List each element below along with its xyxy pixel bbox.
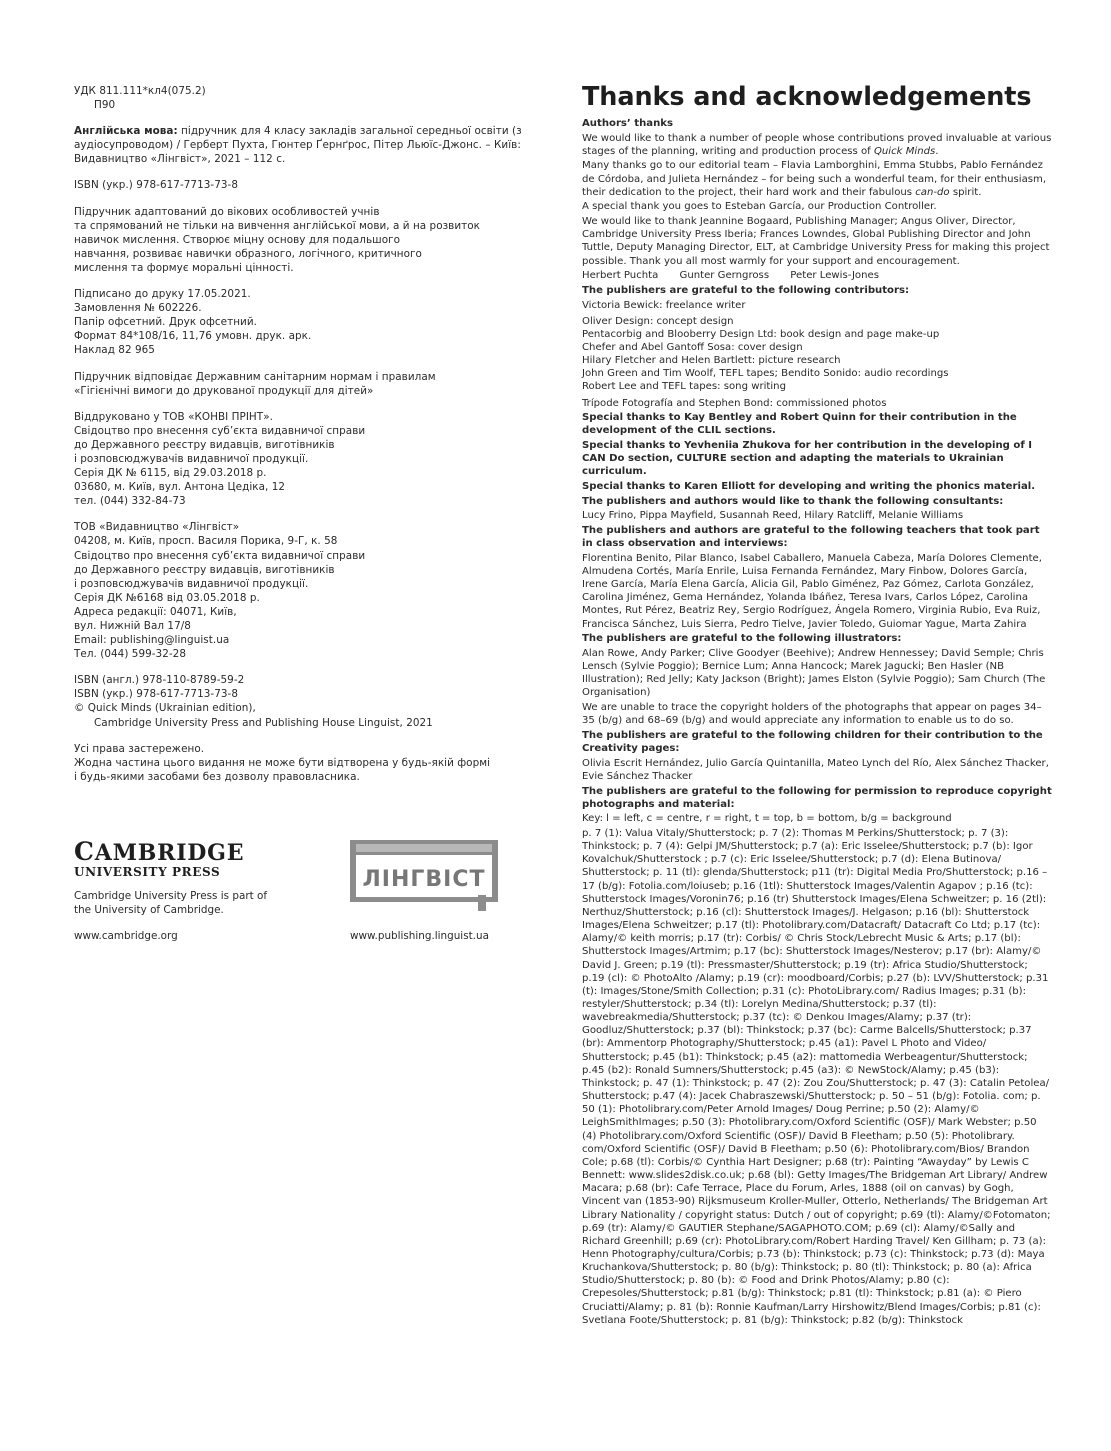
p2-end: spirit. [949, 186, 982, 198]
publisher-line: Адреса редакції: 04071, Київ, [74, 605, 237, 618]
contributors-list [582, 315, 1052, 394]
publisher-line: Серія ДК №6168 від 03.05.2018 р. [74, 591, 260, 604]
description-line: та спрямований не тільки на вивчення англійської мови, а й на розвиток [74, 219, 480, 232]
contributor-line: John Green and Tim Woolf, TEFL tapes; Bendito Sonido: audio recordings [582, 368, 949, 380]
publisher-line: вул. Нижній Вал 17/8 [74, 620, 191, 632]
isbn-top: ISBN (укр.) 978-617-7713-73-8 [74, 179, 238, 192]
illustrators-heading: The publishers are grateful to the following illustrators: [582, 633, 902, 645]
authors-thanks-p3: A special thank you goes to Esteban García, our Production Controller. [582, 201, 937, 213]
page-title: Thanks and acknowledgements [582, 82, 1032, 112]
book-title-rest: підручник для 4 класу закладів загальної середньої освіти (з аудіосупроводом) / Герберт Пухта, Гюнтер Ґернґрос, Пітер Льюїс-Джонс. – Київ: Видавництво «Лінгвіст», 2021 – 112 с. [74, 125, 522, 166]
book-title: Англійська мова: [74, 125, 178, 138]
cambridge-logo [74, 837, 245, 879]
cambridge-wordmark [74, 837, 245, 866]
cambridge-note [74, 890, 267, 917]
author-name: Herbert Puchta [582, 270, 659, 282]
contributor-line: Hilary Fletcher and Helen Bartlett: picture research [582, 355, 841, 367]
teachers-list: Florentina Benito, Pilar Blanco, Isabel Caballero, Manuela Cabeza, María Dolores Clemente, Almudena Cortés, María Enrile, Luisa Fernanda Fernández, Mary Finbow, Dolores García, Irene García, María Elena García, Alicia Gil, Pablo Giménez, Paz Gómez, Carlota González, Carolina Jiménez, Gema Hernández, Yolanda Ibáñez, Teresa Ivars, Carlos López, Carolina Montes, Rut Pérez, Beatriz Rey, Sergio Rodríguez, Ángela Romero, Virginia Rubio, Eva Ruiz, Francisca Sánchez, Luis Sierra, Pedro Tielve, Javier Toledo, Guiomar Yague, Marta Zahira [582, 552, 1042, 630]
printer-line: Свідоцтво про внесення суб’єкта видавничої справи [74, 424, 366, 437]
special-thanks-3: Special thanks to Karen Elliott for developing and writing the phonics material. [582, 481, 1036, 493]
publisher-line: Свідоцтво про внесення суб’єкта видавничої справи [74, 549, 366, 562]
sanitary-block [74, 370, 534, 398]
children-heading: The publishers are grateful to the following children for their contribution to the Creativity pages: [582, 729, 1043, 755]
children-list: Olivia Escrit Hernández, Julio García Quintanilla, Mateo Lynch del Río, Alex Sánchez Thacker, Evie Sánchez Thacker [582, 757, 1049, 782]
contributor-line: Victoria Bewick: freelance writer [582, 299, 746, 311]
isbn-block [74, 673, 534, 729]
print-info-block [74, 287, 534, 357]
printer-line: до Державного реєстру видавців, виготівників [74, 438, 335, 451]
p1-end: . [935, 145, 939, 157]
publisher-logos [74, 837, 534, 950]
p1-text: We would like to thank a number of people whose contributions proved invaluable at various stages of the planning, writing and production process of [582, 132, 1052, 157]
rights-line: і будь-якими засобами без дозволу правовласника. [74, 770, 360, 783]
p2-text: Many thanks go to our editorial team – Flavia Lamborghini, Emma Stubbs, Pablo Fernández de Córdoba, and Julieta Hernández – for being such a wonderful team, for their enthusiasm, their dedication to the project, their hard work and their fabulous [582, 160, 1047, 198]
printer-line: Серія ДК № 6115, від 29.03.2018 р. [74, 467, 267, 480]
authors-thanks-p1 [582, 132, 1052, 158]
acknowledgements-column [582, 82, 1052, 1328]
book-description-title [74, 124, 534, 166]
contributor-line: Robert Lee and TEFL tapes: song writing [582, 381, 786, 393]
copyright-line: © Quick Minds (Ukrainian edition), [74, 702, 256, 715]
print-info-line: Підписано до друку 17.05.2021. [74, 288, 251, 301]
description-line: Підручник адаптований до вікових особливостей учнів [74, 205, 380, 218]
description-line: мислення та формує моральні цінності. [74, 261, 294, 274]
lingvist-url[interactable]: www.publishing.linguist.ua [350, 930, 489, 942]
cambridge-note-line: Cambridge University Press is part of [74, 890, 267, 902]
publisher-email: Email: publishing@linguist.ua [74, 634, 230, 647]
sanitary-line: «Гігієнічні вимоги до друкованої продукції для дітей» [74, 384, 374, 397]
publisher-line: до Державного реєстру видавців, виготівників [74, 563, 335, 576]
contributor-line: Trípode Fotografía and Stephen Bond: commissioned photos [582, 397, 887, 409]
special-thanks-1: Special thanks to Kay Bentley and Robert Quinn for their contribution in the development of the CLIL sections. [582, 412, 1017, 437]
udk-code-2: П90 [94, 99, 116, 112]
copyright-line-indent: Cambridge University Press and Publishing House Linguist, 2021 [94, 716, 433, 729]
lingvist-logo [350, 840, 498, 915]
publisher-line: і розповсюджувачів видавничої продукції. [74, 577, 309, 590]
print-info-line: Формат 84*108/16, 11,76 умовн. друк. арк. [74, 330, 312, 343]
p2-italic: can-do [915, 186, 950, 198]
rights-line: Жодна частина цього видання не може бути відтворена у будь-якій формі [74, 756, 491, 769]
lingvist-logo-text: ЛІНГВІСТ [362, 867, 486, 892]
contributor-line: Oliver Design: concept design [582, 315, 734, 327]
contributor-line: Chefer and Abel Gantoff Sosa: cover design [582, 342, 803, 353]
printer-line: Віддруковано у ТОВ «КОНВІ ПРІНТ». [74, 410, 273, 423]
illustrators-list: Alan Rowe, Andy Parker; Clive Goodyer (Beehive); Andrew Hennessey; David Semple; Chris Lensch (Sylvie Poggio); Bernice Lum; Anna Hancock; Marek Jagucki; Ben Hasler (NB Illustration); Red Jelly; Katy Jackson (Bright); James Elston (Sylvie Poggio); Sam Church (The Organisation) [582, 647, 1046, 699]
p1-italic: Quick Minds [873, 145, 936, 157]
cambridge-subtitle: UNIVERSITY PRESS [74, 865, 221, 879]
printer-line: 03680, м. Київ, вул. Антона Цедіка, 12 [74, 481, 286, 494]
consultants-heading: The publishers and authors would like to thank the following consultants: [582, 495, 1004, 507]
consultants-list: Lucy Frino, Pippa Mayfield, Susannah Reed, Hilary Ratcliff, Melanie Williams [582, 510, 964, 522]
rights-block [74, 742, 534, 784]
contributors-heading: The publishers are grateful to the following contributors: [582, 284, 910, 296]
credits-key: Key: l = left, c = centre, r = right, t = top, b = bottom, b/g = background [582, 813, 952, 825]
printer-line: і розповсюджувачів видавничої продукції. [74, 452, 309, 465]
cambridge-rest: AMBRIDGE [94, 840, 245, 866]
isbn-line: ISBN (англ.) 978-110-8789-59-2 [74, 674, 245, 687]
publisher-line: Тел. (044) 599-32-28 [74, 648, 187, 661]
lingvist-logo-band [356, 844, 492, 852]
udk-code: УДК 811.111*кл4(075.2) [74, 85, 206, 97]
description-line: навичок мислення. Створює міцну основу для подальшого [74, 233, 401, 246]
imprint-column [74, 84, 534, 784]
authors-thanks-heading: Authors’ thanks [582, 118, 674, 129]
printer-block [74, 410, 534, 509]
cambridge-url[interactable]: www.cambridge.org [74, 930, 178, 942]
isbn-line: ISBN (укр.) 978-617-7713-73-8 [74, 688, 238, 701]
contributor-line: Pentacorbig and Blooberry Design Ltd: book design and page make-up [582, 328, 940, 340]
print-info-line: Замовлення № 602226. [74, 302, 202, 315]
sanitary-line: Підручник відповідає Державним санітарним нормам і правилам [74, 370, 436, 383]
permission-heading: The publishers are grateful to the following for permission to reproduce copyright photographs and material: [582, 785, 1052, 810]
photo-credits: p. 7 (1): Valua Vitaly/Shutterstock; p. 7 (2): Thomas M Perkins/Shutterstock; p. 7 (3): Thinkstock; p. 7 (4): Gelpi JM/Shutterstock; p.7 (a): Eric Isselee/Shutterstock; p.7 (b): Igor Kovalchuk/Shutterstock ; p.7 (c): Eric Isselee/Shutterstock; p.7 (d): Elena Butinova/ Shutterstock; p. 11 (tl): glenda/Shutterstock; p11 (tr): Digital Media Pro/Shutterstock; p.16 – 17 (b/g): Fotolia.com/loiuseb; p.16 (1tl): Shutterstock Images/Valentin Agapov ; p.16 (tc): Shutterstock Images/Voronin76; p.16 (tr) Shutterstock Images/Elena Schweitzer; p. 16 (2tl): Nerthuz/Shutterstock; p.16 (cl): Shutterstock Images/J. Helgason; p.16 (bl): Shutterstock Images/Elena Schweitzer; p.17 (tl): Photolibrary.com/Datacraft/ Datacraft Co Ltd; p.17 (tc): Alamy/© keith morris; p.17 (tr): Corbis/ © Chris Stock/Lebrecht Music & Arts; p.17 (bl): Shutterstock Images/Artmim; p.17 (bc): Shutterstock Images/Nesterov; p.17 (br): Alamy/© David J. Green; p.19 (tl): Pressmaster/Shutterstock; p.19 (tr): Africa Studio/Shutterstock; p.19 (cl): © PhotoAlto /Alamy; p.19 (cr): moodboard/Corbis; p.27 (b): LVV/Shutterstock; p.31 (t): Images/Stone/Smith Collection; p.31 (c): PhotoLibrary.com/ Radius Images; p.31 (b): restyler/Shutterstock; p.34 (tl): Lorelyn Medina/Shutterstock; p.37 (tl): wavebreakmedia/Shutterstock; p.37 (tc): © Denkou Images/Alamy; p.37 (tr): Goodluz/Shutterstock; p.37 (bl): Thinkstock; p.37 (bc): Carme Balcells/Shutterstock; p.37 (br): Ammentorp Photography/Shutterstock; p.45 (a1): Pavel L Photo and Video/ Shutterstock; p.45 (b1): Thinkstock; p.45 (a2): mattomedia Werbeagentur/Shutterstock; p.45 (b2): Ronald Sumners/Shutterstock; p.45 (a3): © NewStock/Alamy; p.45 (b3): Thinkstock; p. 47 (1): Thinkstock; p. 47 (2): Zou Zou/Shutterstock; p. 47 (3): Catalin Petolea/ Shutterstock; p.47 (4): Jacek Chabraszewski/Shutterstock; p. 50 – 51 (b/g): Fotolia. com; p. 50 (1): Photolibrary.com/Peter Arnold Images/ Doug Perrine; p.50 (2): Alamy/© LeighSmithImages; p.50 (3): Photolibrary.com/Oxford Scientific (OSF)/ Mark Webster; p.50 (4) Photolibrary.com/Oxford Scientific (OSF)/ David B Fleetham; p.50 (5): Photolibrary. com/Oxford Scientific (OSF)/ David B Fleetham; p.50 (6): Photolibrary.com/Bios/ Brandon Cole; p.68 (tl): Corbis/© Cynthia Hart Designer; p.68 (tr): Painting “Awayday” by Lewis C Bennett: www.slides2disk.co.uk; p.68 (bl): Getty Images/The Bridgeman Art Library/ Andrew Macara; p.68 (br): Cafe Terrace, Place du Forum, Arles, 1888 (oil on canvas) by Gogh, Vincent van (1853-90) Rijksmuseum Kroller-Muller, Otterlo, Netherlands/ The Bridgeman Art Library Nationality / copyright status: Dutch / out of copyright; p.69 (tl): Alamy/©Fotomaton; p.69 (tr): Alamy/© GAUTIER Stephane/SAGAPHOTO.COM; p.69 (cl): Alamy/©Sally and Richard Greenhill; p.69 (cr): PhotoLibrary.com/Robert Harding Travel/ Ken Gillham; p. 73 (a): Henn Photography/cultura/Corbis; p.73 (b): Thinkstock; p.73 (c): Thinkstock; p.73 (d): Maya Kruchankova/Shutterstock; p. 80 (b/g): Thinkstock; p. 80 (tl): Thinkstock; p. 80 (a): Africa Studio/Shutterstock; p. 80 (b): © Food and Drink Photos/Alamy; p.80 (c): Crepesoles/Shutterstock; p.81 (b/g): Thinkstock; p.81 (tl): Thinkstock; p.81 (a): © Piero Cruciatti/Alamy; p. 81 (b): Ronnie Kaufman/Larry Hirshowitz/Blend Images/Corbis; p.81 (c): Svetlana Foote/Shutterstock; p. 81 (b/g): Thinkstock; p.82 (b/g): Thinkstock [582, 827, 1051, 1326]
printer-line: тел. (044) 332-84-73 [74, 495, 186, 508]
authors-thanks-p4: We would like to thank Jeannine Bogaard, Publishing Manager; Angus Oliver, Director, Cambridge University Press Iberia; Frances Lowndes, Global Publishing Director and John Tuttle, Deputy Managing Director, ELT, at Cambridge University Press for making this project possible. Thank you all most warmly for your support and encouragement. [582, 216, 1050, 267]
authors-thanks-p2 [582, 159, 1052, 198]
cambridge-note-line: the University of Cambridge. [74, 903, 224, 916]
author-name: Peter Lewis-Jones [790, 270, 879, 282]
rights-line: Усі права застережено. [74, 742, 205, 755]
description-line: навчання, розвиває навички образного, логічного, критичного [74, 247, 422, 260]
author-name: Gunter Gerngross [679, 270, 770, 282]
publisher-line: 04208, м. Київ, просп. Василя Порика, 9-Г, к. 58 [74, 535, 338, 548]
print-info-line: Наклад 82 965 [74, 344, 155, 357]
description-block [74, 205, 534, 275]
copyright-note: We are unable to trace the copyright holders of the photographs that appear on pages 34–35 (b/g) and 68–69 (b/g) and would appreciate any information to enable us to do so. [582, 702, 1042, 727]
publisher-block [74, 520, 534, 661]
print-info-line: Папір офсетний. Друк офсетний. [74, 316, 258, 329]
lingvist-logo-stand [478, 895, 486, 911]
publisher-line: ТОВ «Видавництво «Лінгвіст» [74, 521, 240, 534]
special-thanks-2: Special thanks to Yevheniia Zhukova for her contribution in the developing of I CAN Do section, CULTURE section and adapting the materials to Ukrainian curriculum. [582, 440, 1032, 478]
cambridge-initial: C [74, 837, 95, 866]
author-names [582, 269, 1052, 282]
teachers-heading: The publishers and authors are grateful to the following teachers that took part in class observation and interviews: [582, 525, 1040, 550]
